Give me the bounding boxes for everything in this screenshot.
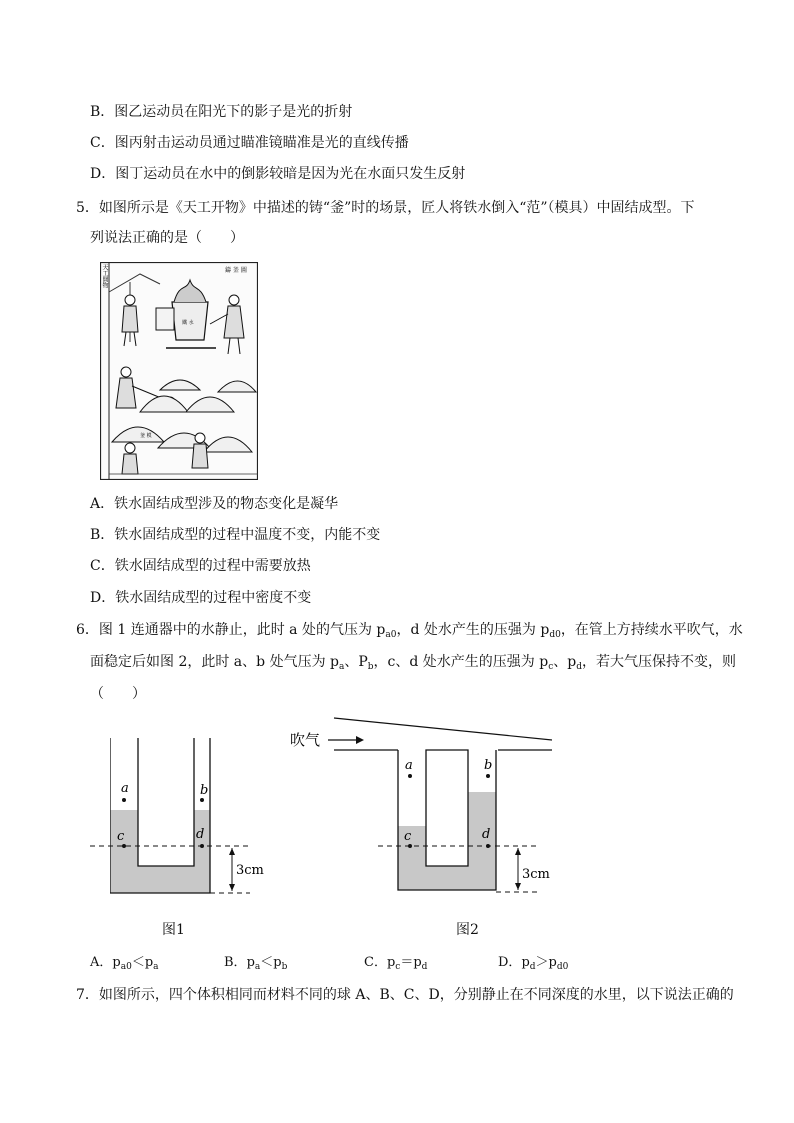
option-b-prev: B．图乙运动员在阳光下的影子是光的折射	[90, 104, 353, 120]
fig2-label-c: c	[404, 829, 412, 844]
fig2-label-b: b	[484, 758, 493, 773]
fig2-caption: 图2	[456, 922, 479, 938]
q5-option-b: B．铁水固结成型的过程中温度不变，内能不变	[90, 527, 381, 543]
q6-answer-d: D．$p_d>p_{d0}$	[498, 955, 569, 972]
option-c-prev: C．图丙射击运动员通过瞄准镜瞄准是光的直线传播	[90, 135, 409, 151]
q6-answer-c: C．$p_c=p_d$	[364, 955, 428, 972]
fig1-label-b: b	[200, 783, 209, 798]
fig1-label-d: d	[196, 827, 205, 842]
q6-answer-a: A．$p_{a0}<p_a$	[90, 955, 159, 972]
fig1-label-a: a	[121, 781, 129, 796]
fig2-label-d: d	[482, 827, 491, 842]
woodcut-illustration	[100, 262, 258, 480]
q5-stem-line2: 列说法正确的是（ ）	[90, 230, 244, 246]
woodcut-label-iron: 鐵 水	[182, 320, 194, 326]
fig2-label-a: a	[405, 758, 413, 773]
fig1-label-c: c	[117, 829, 125, 844]
woodcut-label-mold: 釜 模	[140, 433, 152, 439]
figure-2-connector	[290, 712, 560, 902]
q5-option-c: C．铁水固结成型的过程中需要放热	[90, 558, 311, 574]
fig1-dimension-label: 3cm	[236, 863, 264, 878]
fig1-caption: 图1	[162, 922, 185, 938]
q5-option-a: A．铁水固结成型涉及的物态变化是凝华	[90, 496, 339, 512]
figure-1-dimension	[90, 838, 270, 898]
woodcut-side-text: 天工開物	[101, 264, 108, 288]
q5-option-d: D．铁水固结成型的过程中密度不变	[90, 590, 312, 606]
q6-answer-row	[90, 951, 770, 971]
q6-stem-line3: （ ）	[90, 686, 146, 702]
q5-stem-line1: 5．如图所示是《天工开物》中描述的铸“釜”时的场景，匠人将铁水倒入“范”（模具）中固结成型。下	[76, 200, 695, 216]
q6-stem-line2: 面稳定后如图 2，此时 a、b 处气压为 $p_a$、$P_b$，c、d 处水产生的压强为 $p_c$、$p_d$，若大气压保持不变，则	[90, 654, 736, 672]
q6-stem-line1: 6．图 1 连通器中的水静止，此时 a 处的气压为 $p_{a0}$，d 处水产生的压强为 $p_{d0}$，在管上方持续水平吹气，水	[76, 622, 743, 640]
woodcut-header-text: 鑄 釜 圖	[225, 267, 247, 274]
option-d-prev: D．图丁运动员在水中的倒影较暗是因为光在水面只发生反射	[90, 166, 466, 182]
fig2-blow-label: 吹气	[290, 731, 321, 749]
q7-stem-line1: 7．如图所示，四个体积相同而材料不同的球 A、B、C、D，分别静止在不同深度的水里，以下说法正确的	[76, 987, 734, 1003]
q6-answer-b: B．$p_a<p_b$	[224, 955, 288, 972]
fig2-dimension-label: 3cm	[522, 867, 550, 882]
